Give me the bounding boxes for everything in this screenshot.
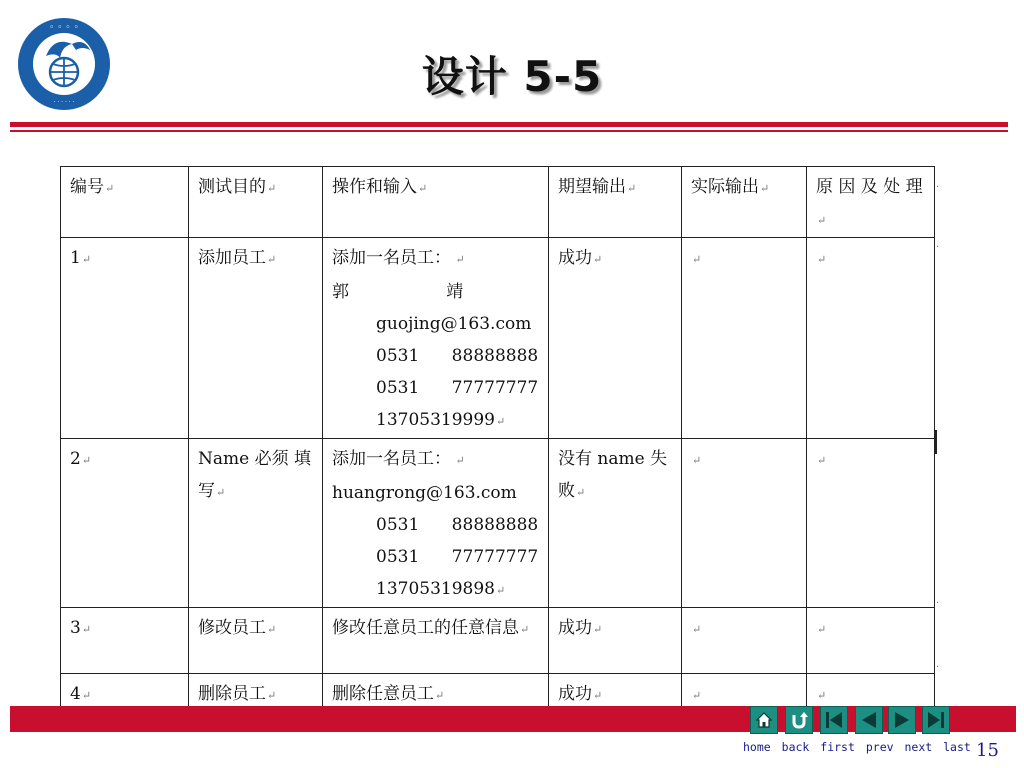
next-icon [892, 710, 912, 730]
cell-reason: ↵ [807, 674, 935, 713]
svg-text:◦ ◦ ◦ ◦: ◦ ◦ ◦ ◦ [49, 23, 79, 33]
cell-reason: ↵ [807, 238, 935, 439]
nav-first-link[interactable]: first [820, 740, 855, 754]
table-row [61, 238, 935, 439]
input-line: 13705319999↵ [376, 410, 506, 430]
header-cell: 编号↵ [61, 167, 189, 238]
nav-prev-link[interactable]: prev [865, 740, 894, 754]
input-line: 添加一名员工： ↵ [332, 248, 465, 268]
table-header-row [61, 167, 935, 238]
header-cell: 操作和输入↵ [323, 167, 549, 238]
first-button[interactable] [820, 706, 848, 734]
input-line: 0531 88888888 [376, 346, 539, 366]
cell-expected: 没有 name 失败↵ [549, 439, 682, 608]
test-case-table [60, 166, 935, 713]
page-number: 15 [976, 740, 999, 761]
input-line: 0531 77777777 [376, 547, 539, 567]
cell-expected: 成功↵ [549, 238, 682, 439]
nav-back-link[interactable]: back [781, 740, 810, 754]
cell-actual: ↵ [682, 238, 807, 439]
nav-last-link[interactable]: last [943, 740, 971, 754]
cell-expected: 成功↵ [549, 608, 682, 674]
nav-next-link[interactable]: next [904, 740, 933, 754]
text-cursor-bar [934, 430, 937, 454]
cell-expected: 成功↵ [549, 674, 682, 713]
input-line: 添加一名员工： ↵ [332, 449, 465, 469]
input-line: huangrong@163.com [332, 483, 517, 503]
cell-purpose: Name 必须 填写↵ [189, 439, 323, 608]
cell-id: 1↵ [61, 238, 189, 439]
cell-input: 修改任意员工的任意信息↵ [323, 608, 549, 674]
cell-purpose: 修改员工↵ [189, 608, 323, 674]
first-icon [824, 710, 844, 730]
prev-icon [859, 710, 879, 730]
cell-id: 3↵ [61, 608, 189, 674]
table-row [61, 439, 935, 608]
header-cell: 实际输出↵ [682, 167, 807, 238]
home-button[interactable] [750, 706, 778, 734]
header-cell: 原 因 及 处 理↵ [807, 167, 935, 238]
cell-actual: ↵ [682, 608, 807, 674]
slide-title: 设计 5-5 [421, 52, 603, 101]
input-line: guojing@163.com [376, 314, 532, 334]
last-icon [926, 710, 946, 730]
cell-id: 2↵ [61, 439, 189, 608]
cell-actual: ↵ [682, 674, 807, 713]
header-cell: 期望输出↵ [549, 167, 682, 238]
cell-purpose: 添加员工↵ [189, 238, 323, 439]
cell-input: 删除任意员工↵ [323, 674, 549, 713]
input-line: 郭 靖 [332, 282, 464, 302]
table-row [61, 608, 935, 674]
home-icon [754, 710, 774, 730]
back-icon [789, 710, 809, 730]
cell-actual: ↵ [682, 439, 807, 608]
next-button[interactable] [888, 706, 916, 734]
cell-id: 4↵ [61, 674, 189, 713]
cell-reason: ↵ [807, 439, 935, 608]
svg-text:· · · · · ·: · · · · · · [53, 99, 75, 106]
cell-input [323, 439, 549, 608]
header-cell: 测试目的↵ [189, 167, 323, 238]
nav-home-link[interactable]: home [743, 740, 771, 754]
cell-input [323, 238, 549, 439]
header-rule-thick [10, 122, 1008, 127]
cell-reason: ↵ [807, 608, 935, 674]
input-line: 13705319898↵ [376, 579, 506, 599]
back-button[interactable] [785, 706, 813, 734]
input-line: 0531 88888888 [376, 515, 539, 535]
prev-button[interactable] [855, 706, 883, 734]
input-line: 0531 77777777 [376, 378, 539, 398]
cell-purpose: 删除员工↵ [189, 674, 323, 713]
nav-labels [743, 740, 975, 754]
last-button[interactable] [922, 706, 950, 734]
header-rule-thin [10, 130, 1008, 132]
